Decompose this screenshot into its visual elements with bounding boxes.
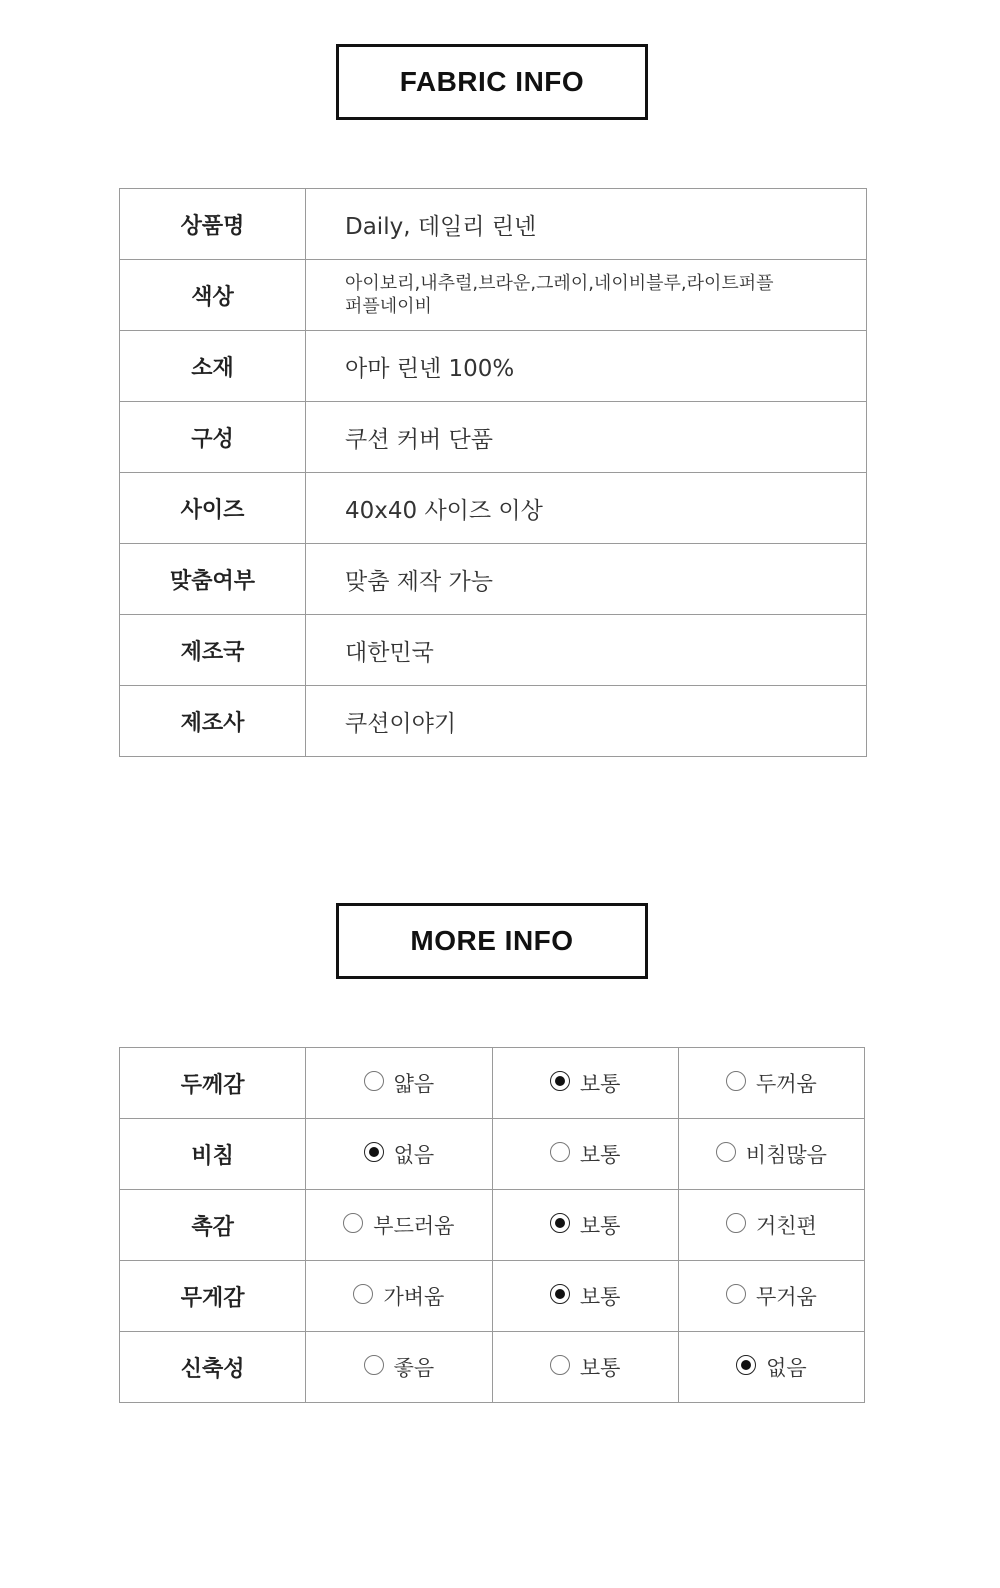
table-row [120, 544, 867, 615]
radio-unselected-icon[interactable] [364, 1071, 384, 1091]
row-label: 신축성 [120, 1332, 306, 1403]
fabric-info-title: FABRIC INFO [336, 44, 648, 120]
radio-option[interactable] [306, 1332, 492, 1403]
row-label: 제조사 [120, 686, 306, 757]
radio-option[interactable] [678, 1119, 864, 1190]
radio-unselected-icon[interactable] [726, 1284, 746, 1304]
radio-unselected-icon[interactable] [726, 1071, 746, 1091]
radio-option[interactable] [492, 1119, 678, 1190]
radio-option-label: 보통 [579, 1285, 621, 1309]
row-label: 사이즈 [120, 473, 306, 544]
radio-option-label: 부드러움 [373, 1214, 455, 1238]
row-label: 색상 [120, 260, 306, 331]
radio-option-label: 보통 [579, 1356, 621, 1380]
radio-unselected-icon[interactable] [343, 1213, 363, 1233]
radio-option[interactable] [492, 1048, 678, 1119]
table-row [120, 1119, 865, 1190]
radio-option[interactable] [678, 1048, 864, 1119]
row-label: 제조국 [120, 615, 306, 686]
table-row [120, 331, 867, 402]
radio-option-label: 얇음 [393, 1072, 435, 1096]
radio-option[interactable] [492, 1190, 678, 1261]
radio-option-label: 보통 [579, 1143, 621, 1167]
radio-unselected-icon[interactable] [550, 1142, 570, 1162]
row-value: Daily, 데일리 린넨 [306, 189, 867, 260]
radio-option[interactable] [678, 1190, 864, 1261]
radio-option-label: 두꺼움 [755, 1072, 817, 1096]
table-row [120, 189, 867, 260]
radio-option[interactable] [492, 1332, 678, 1403]
table-row [120, 1332, 865, 1403]
row-value: 대한민국 [306, 615, 867, 686]
radio-option[interactable] [678, 1332, 864, 1403]
row-label: 비침 [120, 1119, 306, 1190]
radio-option[interactable] [306, 1261, 492, 1332]
more-info-table [119, 1047, 865, 1403]
table-row [120, 1190, 865, 1261]
row-label: 구성 [120, 402, 306, 473]
radio-unselected-icon[interactable] [550, 1355, 570, 1375]
row-label: 두께감 [120, 1048, 306, 1119]
row-label: 맞춤여부 [120, 544, 306, 615]
radio-selected-icon[interactable] [550, 1071, 570, 1091]
table-row [120, 260, 867, 331]
radio-option[interactable] [492, 1261, 678, 1332]
row-label: 무게감 [120, 1261, 306, 1332]
radio-unselected-icon[interactable] [364, 1355, 384, 1375]
more-info-title: MORE INFO [336, 903, 648, 979]
fabric-info-table [119, 188, 867, 757]
radio-unselected-icon[interactable] [353, 1284, 373, 1304]
row-value: 쿠션 커버 단품 [306, 402, 867, 473]
radio-option-label: 보통 [579, 1072, 621, 1096]
table-row [120, 1261, 865, 1332]
radio-option-label: 거친편 [755, 1214, 817, 1238]
radio-option-label: 좋음 [393, 1356, 435, 1380]
radio-option[interactable] [678, 1261, 864, 1332]
row-label: 소재 [120, 331, 306, 402]
radio-option-label: 비침많음 [745, 1143, 827, 1167]
radio-selected-icon[interactable] [736, 1355, 756, 1375]
radio-option-label: 가벼움 [383, 1285, 445, 1309]
radio-option[interactable] [306, 1190, 492, 1261]
table-row [120, 1048, 865, 1119]
row-value: 맞춤 제작 가능 [306, 544, 867, 615]
radio-unselected-icon[interactable] [716, 1142, 736, 1162]
radio-selected-icon[interactable] [364, 1142, 384, 1162]
radio-selected-icon[interactable] [550, 1213, 570, 1233]
radio-option[interactable] [306, 1048, 492, 1119]
row-value: 아마 린넨 100% [306, 331, 867, 402]
radio-option-label: 무거움 [755, 1285, 817, 1309]
radio-option[interactable] [306, 1119, 492, 1190]
row-label: 촉감 [120, 1190, 306, 1261]
color-list-line-1: 아이보리,내추럴,브라운,그레이,네이비블루,라이트퍼플 [345, 273, 774, 294]
color-list-line-2: 퍼플네이비 [345, 296, 432, 317]
table-row [120, 615, 867, 686]
row-value: 40x40 사이즈 이상 [306, 473, 867, 544]
row-label: 상품명 [120, 189, 306, 260]
table-row [120, 686, 867, 757]
radio-selected-icon[interactable] [550, 1284, 570, 1304]
radio-option-label: 보통 [579, 1214, 621, 1238]
table-row [120, 473, 867, 544]
table-row [120, 402, 867, 473]
radio-option-label: 없음 [393, 1143, 435, 1167]
radio-option-label: 없음 [766, 1356, 807, 1380]
row-value [306, 260, 867, 331]
row-value: 쿠션이야기 [306, 686, 867, 757]
radio-unselected-icon[interactable] [726, 1213, 746, 1233]
